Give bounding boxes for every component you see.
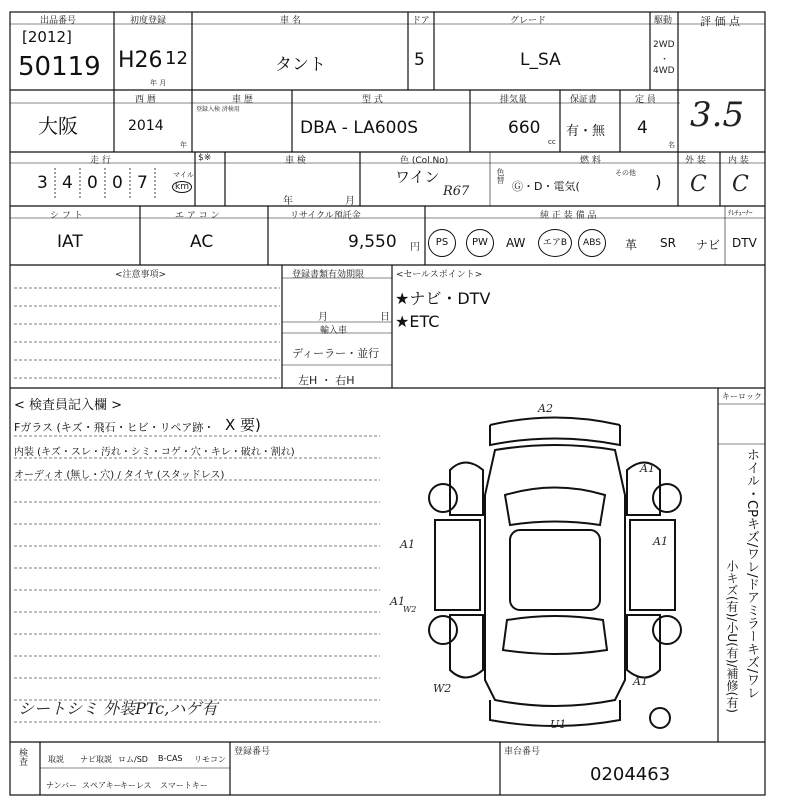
right-vertical-text: ホイル・CPキズ/ワレ/ドアミラーキズ/ワレ [744,448,759,700]
fuel-close: ) [655,173,662,193]
ac-value: AC [190,232,214,252]
color-label: 色 (Col.No) [400,156,449,166]
damage-mark-w2-small: W2 [403,605,417,614]
displacement-label: 排気量 [500,95,528,105]
drive-4wd: 4WD [653,66,675,76]
equipment-label: 純 正 装 備 品 [540,211,597,221]
equip-navi: ナビ [696,238,721,252]
chassis-label: 車台番号 [504,747,541,757]
cc-unit: cc [548,138,556,146]
tuner-label: ﾃﾚﾁｭｰﾅｰ [728,209,753,217]
equip-pw: PW [466,229,494,257]
chassis-number: 0204463 [590,764,671,785]
damage-mark-u1: U1 [550,718,567,731]
mileage-unit-miles: マイル [173,171,194,179]
recycle-amount: 9,550 [348,232,397,252]
reg-number-label: 登録番号 [234,747,271,757]
doors-value: 5 [414,50,425,70]
fuel-label: 燃 料 [580,156,601,166]
reg-label: 車 歴 [232,95,253,105]
grade-label: グレード [510,16,547,26]
inspection-line-1-mark: X 要) [225,416,261,434]
capacity-value: 4 [637,118,648,138]
item-bcas: B-CAS [158,754,183,763]
equip-leather: 革 [625,238,638,252]
inspection-line-1: Fガラス (キズ・飛石・ヒビ・リペア跡・ [14,421,215,434]
interior-label: 内 装 [728,156,749,166]
car-body [485,445,625,706]
color-value: ワイン [395,168,440,186]
item-remote: リモコン [194,755,226,764]
inspection-year: 年 [283,196,293,207]
sales-label: <セールスポイント> [396,270,483,280]
fuel-options: Ⓖ・D・電気( [512,180,580,193]
handwritten-remarks: シートシミ 外装PTc,ハゲ有 [18,699,218,718]
warranty-label: 保証書 [570,95,598,105]
warranty-value: 有・無 [566,124,606,139]
grade-value: L_SA [520,50,561,70]
score-label: 評 価 点 [700,15,740,28]
capacity-label: 定 員 [635,95,656,105]
front-bumper [490,418,620,426]
sales-point-1: ★ナビ・DTV [395,289,491,308]
shift-value: IAT [57,232,83,252]
item-spare-key: スペアキー [82,781,122,790]
western-year-label: 西 暦 [135,95,156,105]
equip-aw: AW [506,236,526,250]
model-value: DBA - LA600S [300,118,419,138]
spare-tire [650,708,670,728]
item-manual: 取説 [48,755,64,764]
equip-dtv: DTV [732,236,757,250]
key-lock-label: キーロック [722,392,762,401]
inspection-line-2: 内装 (キズ・スレ・汚れ・シミ・コゲ・穴・キレ・破れ・割れ) [14,447,295,458]
inspection-label: 車 検 [285,156,306,166]
ac-label: エ ア コ ン [175,211,220,221]
inspection-title: < 検査員記入欄 > [14,398,123,413]
right-vertical-text-2: 小キズ(有)/小U(有)/補修(有) [725,560,739,713]
item-rom-sd: ロム/SD [118,755,148,764]
damage-mark-a2: A2 [538,402,553,415]
first-reg-unit: 年 月 [150,79,167,87]
left-front-fender [450,463,483,516]
shift-label: シ フ ト [50,211,83,221]
import-label: 輸入車 [320,326,348,336]
damage-mark-a1-left: A1 [400,538,415,551]
model-label: 型 式 [362,95,383,105]
year-unit: 年 [180,141,187,149]
handle-side: 左H ・ 右H [298,374,355,387]
item-keyless: キーレス [120,781,152,790]
damage-mark-a1-rr: A1 [633,675,648,688]
mileage-digit-1: 3 [37,173,48,193]
wheel-rear-right [653,616,681,644]
drive-dot: ・ [660,55,670,65]
mileage-label: 走 行 [90,156,111,166]
year-bracket: [2012] [22,28,72,46]
sales-point-2: ★ETC [395,312,440,331]
dealer-parallel: ディーラー・並行 [292,347,380,360]
windshield [505,488,605,526]
lot-number: 50119 [18,52,101,82]
displacement-value: 660 [508,118,541,138]
left-doors [435,520,480,610]
interior-value: C [732,172,749,197]
mileage-unit-km: km [172,181,192,193]
mileage-digit-2: 4 [62,173,73,193]
damage-mark-a1-fr: A1 [640,462,655,475]
recycle-label: リサイクル預託金 [290,211,361,221]
wheel-front-left [429,484,457,512]
damage-mark-w2: W2 [433,682,452,695]
equip-ps: PS [428,229,456,257]
item-smart-key: スマートキー [160,781,208,790]
drive-2wd: 2WD [653,40,675,50]
doc-month: 月 [318,312,328,323]
first-reg-label: 初度登録 [130,16,167,26]
doc-day: 日 [380,312,390,323]
inspection-month: 月 [345,196,355,207]
recycle-unit: 円 [410,242,420,253]
equip-sr: SR [660,236,676,250]
capacity-unit: 名 [668,141,675,149]
mileage-digit-5: 7 [137,173,148,193]
color-change-label: 色替 [496,168,505,184]
damage-mark-a1-right: A1 [653,535,668,548]
damage-mark-a1-rl: A1 [390,595,405,608]
wheel-rear-left [429,616,457,644]
exterior-value: C [690,172,707,197]
doc-label: 登録書類有効期限 [292,270,365,280]
car-diagram [390,400,715,740]
rear-window [503,616,607,654]
drive-label: 駆動 [654,16,673,26]
mileage-digit-4: 0 [112,173,123,193]
fuel-other: その他 [615,169,636,177]
inspect-label: 検査 [17,748,27,766]
western-year: 2014 [128,118,164,134]
doors-label: ドア [412,16,430,26]
right-doors [630,520,675,610]
item-number: ナンバー [46,781,78,790]
reg-note: 登録入検 済検用 [196,106,240,113]
wheel-front-right [653,484,681,512]
equip-abs: ABS [578,229,606,257]
car-name-label: 車 名 [280,16,301,26]
exterior-label: 外 装 [685,156,706,166]
score-value: 3.5 [690,95,745,135]
inspection-line-3: オーディオ (無し・穴) / タイヤ (スタッドレス) [14,470,225,481]
first-reg-month: 12 [165,48,188,69]
color-code: R67 [443,184,470,199]
car-name: タント [275,55,326,75]
roof [510,530,600,610]
mileage-digit-3: 0 [87,173,98,193]
region: 大阪 [38,114,78,138]
item-navi-manual: ナビ取説 [80,755,112,764]
equip-airbag: エアB [538,229,572,257]
dollar-label: $※ [198,153,212,163]
caution-label: <注意事項> [115,270,167,280]
first-reg-era: H26 [118,48,163,73]
lot-label: 出品番号 [40,16,77,26]
